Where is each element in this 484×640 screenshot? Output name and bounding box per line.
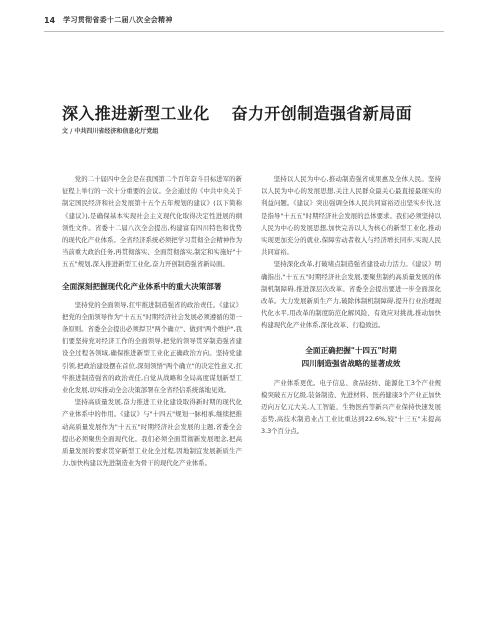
article-title-part1: 深入推进新型工业化 xyxy=(62,104,210,123)
running-header xyxy=(44,13,173,27)
paragraph: 坚持党的全面领导,扛牢推进制造强省的政治责任。《建议》把党的全面领导作为"十五五"时期经济社会发展必须遵循的第一条原则。省委全会提出必须捍卫"两个确立"、做到"两个维护",我们要坚持党对经济工作的全面领导,把党的领导贯穿制造强省建设全过程各领域,确保推进新型工业化正确政治方向。坚持党建引领,把政治建设摆在首位,深刻领悟"两个确立"的决定性意义,扛牢推进制造强省的政治责任,自觉从战略和全局高度谋划新型工业化发展,切实推动全会决策部署在全省经信系统落地见效。 xyxy=(62,300,242,395)
section-heading: 全面深刻把握现代化产业体系中的重大决策部署 xyxy=(62,281,222,291)
article-title-part2: 奋力开创制造强省新局面 xyxy=(231,104,413,123)
paragraph: 产业体系更优。电子信息、食品轻纺、能源化工3个产业规模突破五万亿级,装备制造、先进材料、医药健康3个产业正加快迈向万亿元大关,人工智能、生物医药等新兴产业保持快速发展态势,高技术制造业占工业比重达到22.6%,较"十三五"末提高3.3个百分点。 xyxy=(261,378,441,436)
article-title xyxy=(62,101,442,124)
right-column xyxy=(261,173,441,438)
section-heading-line2: 四川制造强省战略的显著成效 xyxy=(301,358,401,368)
section-heading-line1: 全面正确把握"十四五"时期 xyxy=(305,345,397,355)
header-divider xyxy=(44,31,444,32)
paragraph: 坚持以人民为中心,推动制造强省成果惠及全体人民。坚持以人民为中心的发展思想,关注人民群众最关心最直接最现实的利益问题。《建议》突出强调全体人民共同富裕迈出坚实步伐,这是指导"十五五"时期经济社会发展的总体要求。我们必须坚持以人民为中心的发展思想,加快完善以人为核心的新型工业化,推动实现更加充分的就业,保障劳动者收入与经济增长同步,实现人民共同富裕。 xyxy=(261,175,441,257)
section-heading xyxy=(261,344,441,370)
page-number: 14 xyxy=(44,15,56,25)
left-column xyxy=(62,173,242,469)
paragraph: 坚持深化改革,打破堵点制造强省建设动力活力。《建议》明确指出,"十五五"时期经济社会发展,要聚焦制约高质量发展的体制机制障碍,推进深层次改革。省委全会提出要进一步全面深化改革。大力发展新质生产力,破除体制机制障碍,提升行业治理现代化水平,用改革的制度防范化解风险、有效应对挑战,推动加快构建现代化产业体系,深化改革、行稳致远。 xyxy=(261,260,441,330)
paragraph: 坚持高质量发展,奋力推进工业化建设取得新时期的现代化产业体系中的作用。《建议》与"十四五"规划一脉相承,继续把推动高质量发展作为"十五五"时期经济社会发展的主题,省委全会提出必须聚焦全面现代化。我们必须全面贯彻新发展理念,把高质量发展的要求贯穿新型工业化全过程,因地制宜发展新质生产力,加快构建以先进制造业为骨干的现代化产业体系。 xyxy=(62,398,242,468)
section-header-title: 学习贯彻省委十二届八次全会精神 xyxy=(63,16,173,24)
paragraph: 党的二十届四中全会是在我国第二个百年奋斗目标进军的新征程上举行的一次十分重要的会议。全会通过的《中共中央关于制定国民经济和社会发展第十五个五年规划的建议》(以下简称《建议》),是确保基本实现社会主义现代化取得决定性进展的纲领性文件。省委十二届八次全会提出,构建富有四川特色和优势的现代化产业体系。全省经济系统必须把学习贯彻全会精神作为当前重大政治任务,再贯彻落实、全面贯彻落实,制定和实施好"十五五"规划,深入推进新型工业化,奋力开创制造强省新局面。 xyxy=(62,175,242,269)
article-byline: 文 / 中共四川省经济和信息化厅党组 xyxy=(62,128,159,135)
